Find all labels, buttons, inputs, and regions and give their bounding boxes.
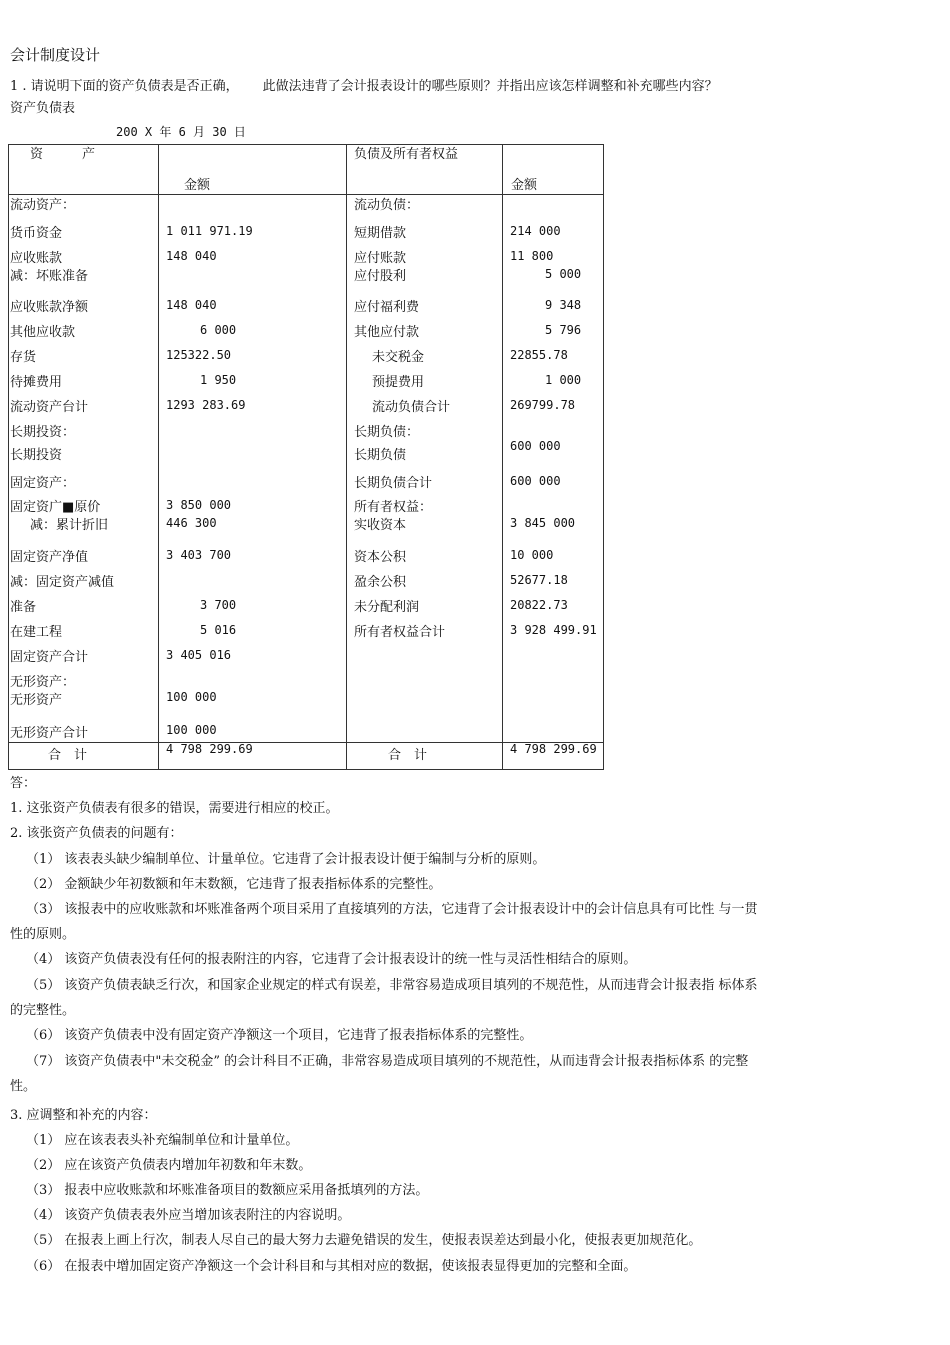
liability-row-label: 未分配利润	[354, 600, 420, 615]
table-border-top	[8, 144, 604, 145]
asset-row-label: 长期投资：	[10, 425, 76, 440]
answer-line: 性的原则。	[10, 927, 76, 942]
answer-line: （2） 应在该资产负债表内增加年初数和年末数。	[26, 1158, 312, 1173]
asset-row-value: 148 040	[166, 298, 217, 312]
liability-row-value: 214 000	[510, 224, 561, 238]
asset-row-label: 在建工程	[10, 625, 63, 640]
liability-row-value: 52677.18	[510, 573, 568, 587]
liability-row-value: 22855.78	[510, 348, 568, 362]
liability-row-value: 11 800	[510, 249, 554, 263]
liability-row-label: 应付账款	[354, 251, 407, 266]
asset-row-value: 5 016	[200, 623, 237, 637]
asset-row-label: 减：固定资产减值	[10, 575, 115, 590]
question-part-b: 此做法违背了会计报表设计的哪些原则？并指出应该怎样调整和补充哪些内容？	[262, 79, 718, 94]
liability-row-label: 其他应付款	[354, 325, 420, 340]
asset-row-label: 固定资广■原价	[10, 500, 101, 515]
liability-row-value: 10 000	[510, 548, 554, 562]
answer-line: （3） 该报表中的应收账款和坏账准备两个项目采用了直接填列的方法，它违背了会计报表设计中的会计信息具有可比性 与一贯	[26, 902, 758, 917]
liability-row-label: 预提费用	[372, 375, 425, 390]
document-title: 会计制度设计	[10, 46, 101, 64]
table-col-divider-3	[502, 144, 503, 770]
answer-line: （2） 金额缺少年初数额和年末数额，它违背了报表指标体系的完整性。	[26, 877, 442, 892]
asset-row-label: 固定资产合计	[10, 650, 89, 665]
liability-row-label: 应付股利	[354, 269, 407, 284]
table-title: 资产负债表	[10, 101, 76, 116]
asset-row-value: 100 000	[166, 723, 217, 737]
total-left-value: 4 798 299.69	[166, 742, 253, 756]
liability-row-label: 实收资本	[354, 518, 407, 533]
liability-row-value: 5 796	[545, 323, 582, 337]
answer-heading: 答：	[10, 776, 37, 791]
total-left-label: 合 计	[48, 748, 88, 763]
asset-row-value: 446 300	[166, 516, 217, 530]
answer-line: （4） 该资产负债表表外应当增加该表附注的内容说明。	[26, 1208, 351, 1223]
answer-line: （3） 报表中应收账款和坏账准备项目的数额应采用备抵填列的方法。	[26, 1183, 429, 1198]
liability-row-label: 应付福利费	[354, 300, 420, 315]
liability-row-value: 3 928 499.91	[510, 623, 597, 637]
asset-row-value: 3 403 700	[166, 548, 232, 562]
table-border-right	[603, 144, 604, 770]
asset-row-label: 固定资产：	[10, 476, 76, 491]
header-amount-left: 金额	[184, 178, 211, 193]
question-text	[10, 75, 718, 94]
answer-line: （5） 在报表上画上行次，制表人尽自己的最大努力去避免错误的发生，使报表误差达到最小化，使报表更加规范化。	[26, 1233, 702, 1248]
asset-row-value: 125322.50	[166, 348, 232, 362]
asset-row-label: 无形资产合计	[10, 726, 89, 741]
answer-line: （6） 在报表中增加固定资产净额这一个会计科目和与其相对应的数据，使该报表显得更加的完整和全面。	[26, 1259, 637, 1274]
liability-row-value: 1 000	[545, 373, 582, 387]
liability-row-label: 未交税金	[372, 350, 425, 365]
asset-row-label: 准备	[10, 600, 37, 615]
answer-line: （5） 该资产负债表缺乏行次，和国家企业规定的样式有误差，非常容易造成项目填列的不规范性，从而违背会计报表指 标体系	[26, 978, 758, 993]
asset-row-value: 1 011 971.19	[166, 224, 253, 238]
asset-row-label: 待摊费用	[10, 375, 63, 390]
liability-row-label: 资本公积	[354, 550, 407, 565]
asset-row-label: 减：累计折旧	[30, 518, 109, 533]
liability-row-label: 流动负债：	[354, 198, 420, 213]
liability-row-value: 269799.78	[510, 398, 576, 412]
table-col-divider-2	[346, 144, 347, 770]
asset-row-label: 固定资产净值	[10, 550, 89, 565]
answer-line: 的完整性。	[10, 1003, 76, 1018]
table-border-left	[8, 144, 9, 770]
asset-row-value: 100 000	[166, 690, 217, 704]
asset-row-value: 6 000	[200, 323, 237, 337]
liability-row-label: 短期借款	[354, 226, 407, 241]
table-col-divider-1	[158, 144, 159, 770]
asset-row-value: 1293 283.69	[166, 398, 246, 412]
asset-row-value: 1 950	[200, 373, 237, 387]
table-date: 200 X 年 6 月 30 日	[116, 125, 246, 139]
asset-row-label: 流动资产：	[10, 198, 76, 213]
asset-row-value: 148 040	[166, 249, 217, 263]
answer-line: 3. 应调整和补充的内容：	[10, 1108, 157, 1123]
asset-row-label: 存货	[10, 350, 37, 365]
asset-row-value: 3 700	[200, 598, 237, 612]
balance-sheet-table	[8, 144, 604, 770]
liability-row-label: 长期负债合计	[354, 476, 433, 491]
liability-row-label: 盈余公积	[354, 575, 407, 590]
asset-row-label: 货币资金	[10, 226, 63, 241]
liability-row-value: 20822.73	[510, 598, 568, 612]
answer-line: 性。	[10, 1079, 37, 1094]
answer-line: （1） 应在该表表头补充编制单位和计量单位。	[26, 1133, 299, 1148]
answer-line: （4） 该资产负债表没有任何的报表附注的内容，它违背了会计报表设计的统一性与灵活性相结合的原则。	[26, 952, 637, 967]
asset-row-value: 3 405 016	[166, 648, 232, 662]
liability-row-label: 所有者权益：	[354, 500, 433, 515]
liability-row-value: 5 000	[545, 267, 582, 281]
liability-row-value: 600 000	[510, 439, 561, 453]
answer-line: 2. 该张资产负债表的问题有：	[10, 826, 183, 841]
liability-row-label: 流动负债合计	[372, 400, 451, 415]
question-part-a: 1 . 请说明下面的资产负债表是否正确，	[10, 79, 239, 94]
liability-row-label: 所有者权益合计	[354, 625, 446, 640]
table-border-bottom	[8, 769, 604, 770]
asset-row-label: 无形资产	[10, 693, 63, 708]
answer-line: （7） 该资产负债表中"未交税金” 的会计科目不正确，非常容易造成项目填列的不规范性，从而违背会计报表指标体系 的完整	[26, 1054, 749, 1069]
answer-line: 1. 这张资产负债表有很多的错误，需要进行相应的校正。	[10, 801, 339, 816]
answer-line: （6） 该资产负债表中没有固定资产净额这一个项目，它违背了报表指标体系的完整性。	[26, 1028, 533, 1043]
asset-row-label: 长期投资	[10, 448, 63, 463]
liability-row-value: 3 845 000	[510, 516, 576, 530]
asset-row-label: 无形资产：	[10, 675, 76, 690]
header-amount-right: 金额	[511, 178, 538, 193]
asset-row-label: 减：坏账准备	[10, 269, 89, 284]
total-right-label: 合 计	[388, 748, 428, 763]
asset-row-value: 3 850 000	[166, 498, 232, 512]
liability-row-label: 长期负债	[354, 448, 407, 463]
liability-row-label: 长期负债：	[354, 425, 420, 440]
asset-row-label: 应收账款净额	[10, 300, 89, 315]
asset-row-label: 流动资产台计	[10, 400, 89, 415]
total-right-value: 4 798 299.69	[510, 742, 597, 756]
header-assets: 资 产	[30, 147, 96, 162]
asset-row-label: 应收账款	[10, 251, 63, 266]
header-liabilities: 负债及所有者权益	[354, 147, 459, 162]
liability-row-value: 600 000	[510, 474, 561, 488]
liability-row-value: 9 348	[545, 298, 582, 312]
answer-line: （1） 该表表头缺少编制单位、计量单位。它违背了会计报表设计便于编制与分析的原则。	[26, 852, 546, 867]
asset-row-label: 其他应收款	[10, 325, 76, 340]
table-header-divider	[8, 194, 604, 195]
